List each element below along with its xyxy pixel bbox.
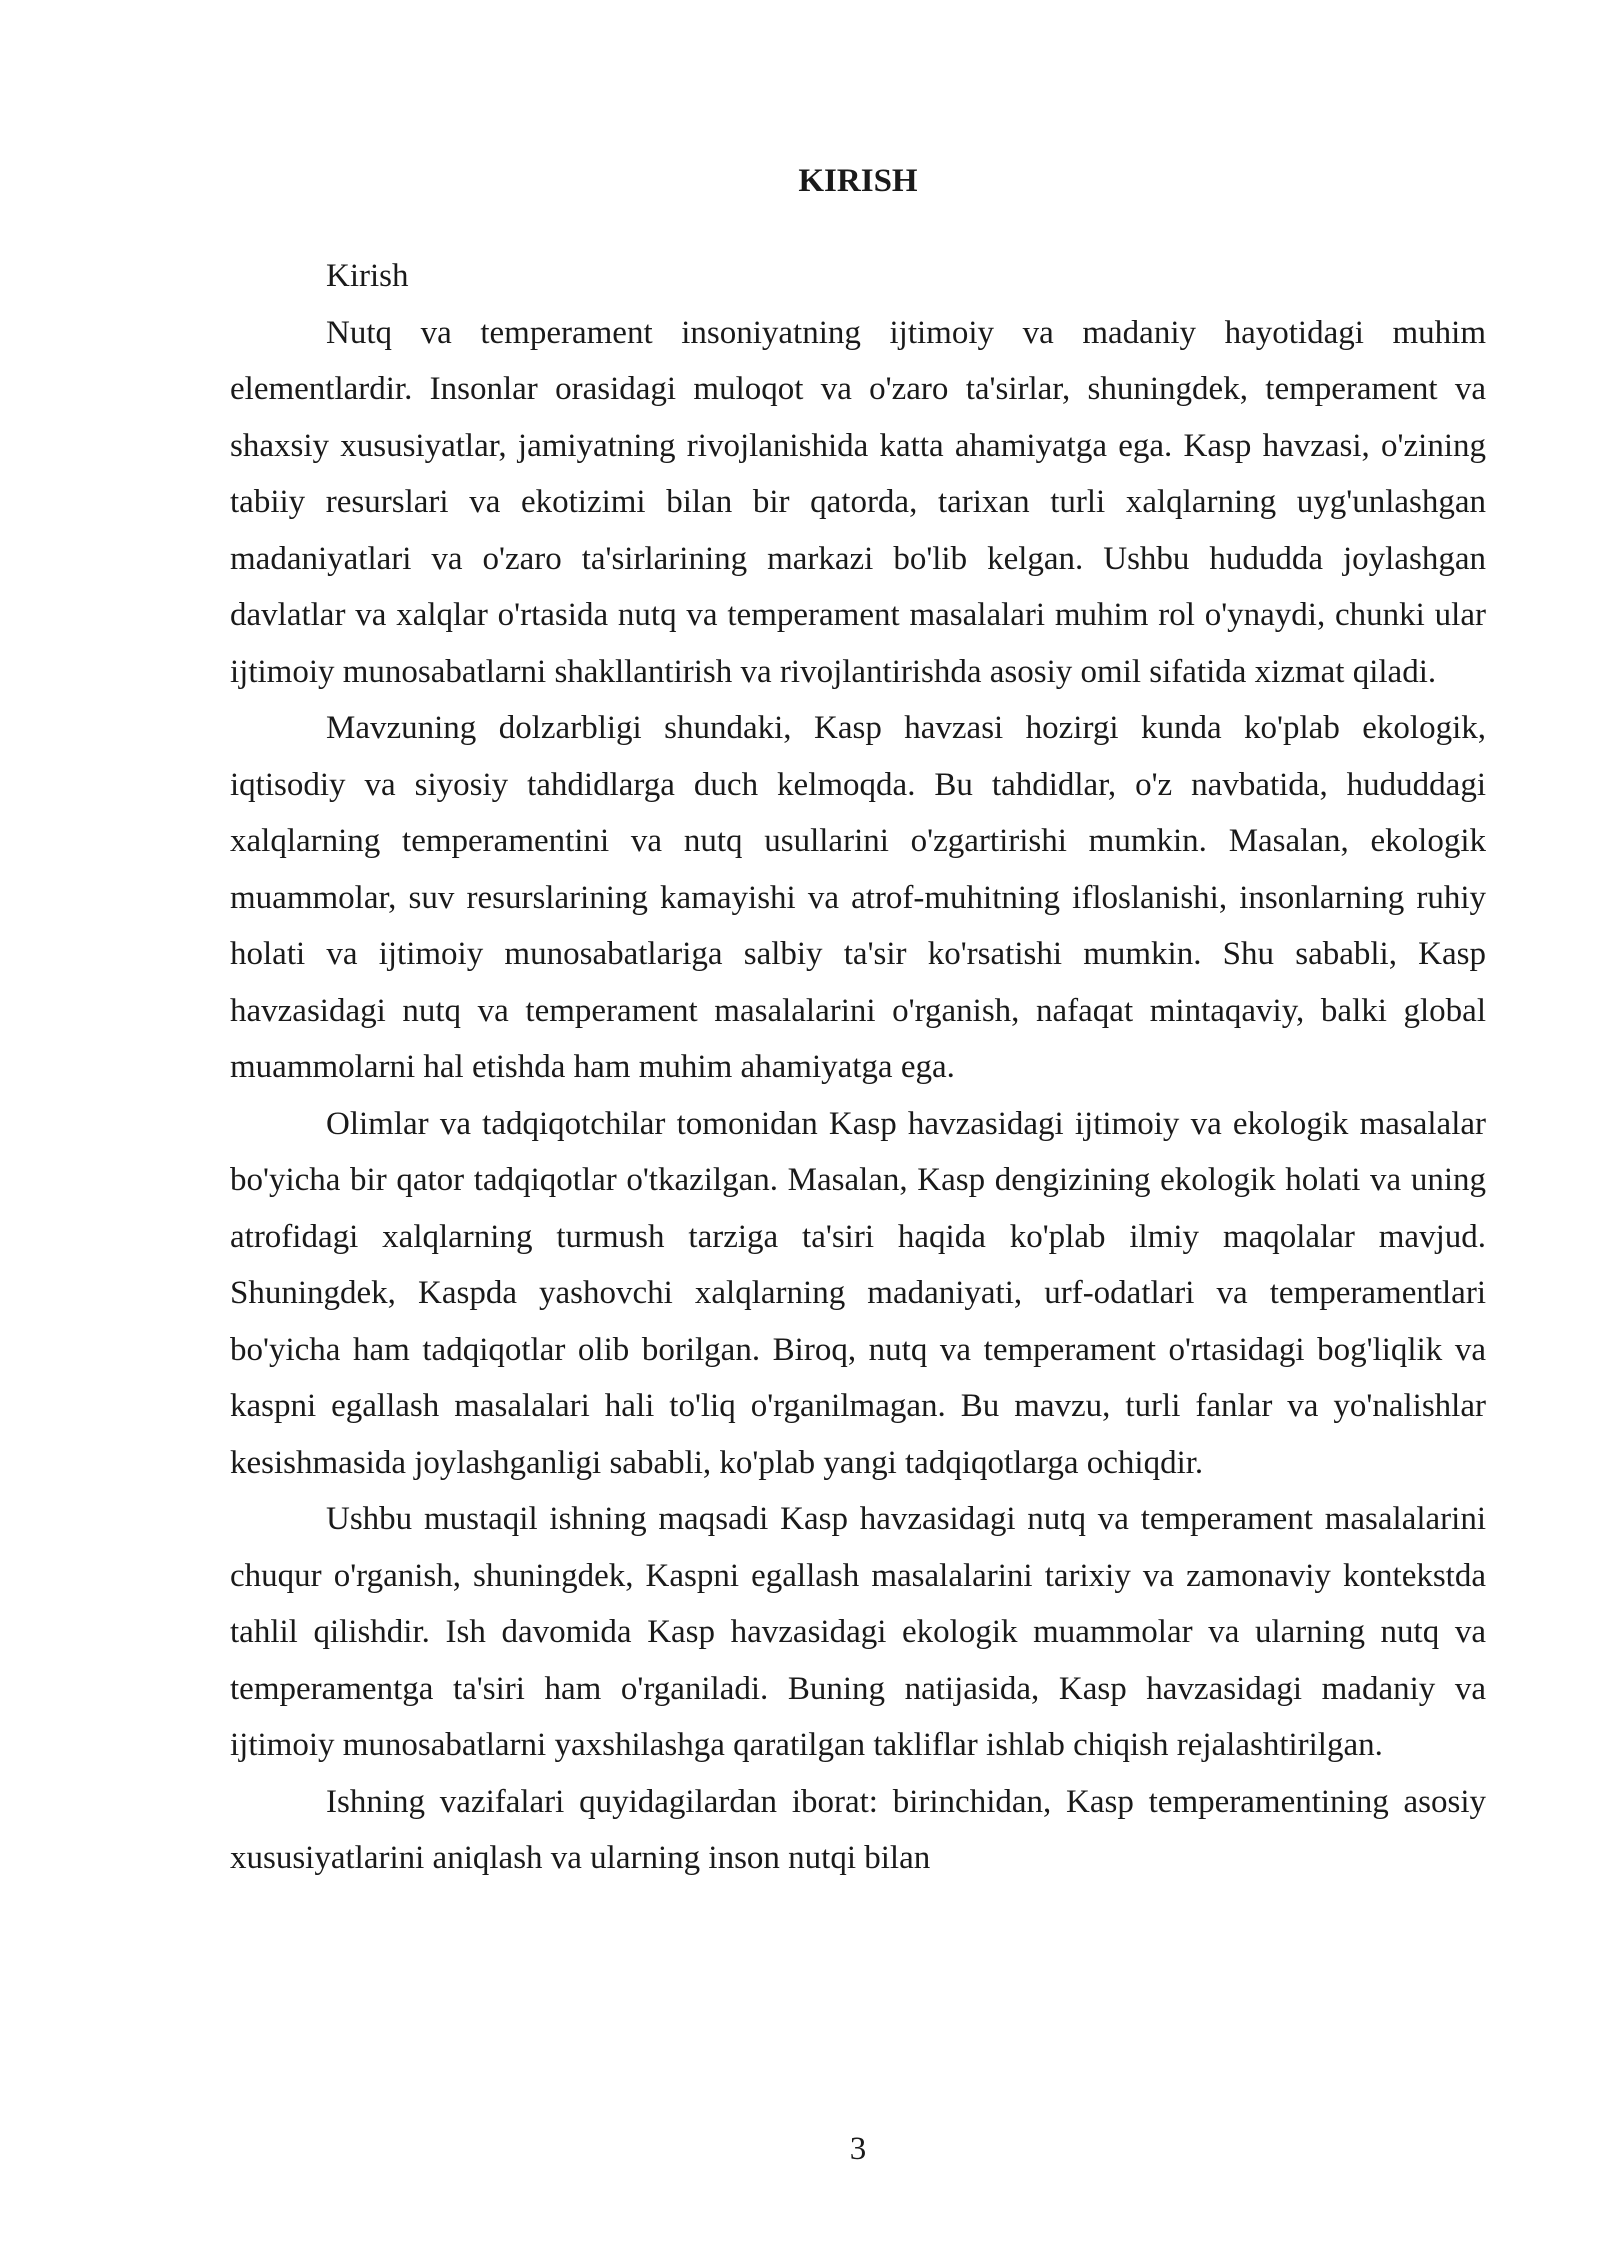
paragraph-1: Nutq va temperament insoniyatning ijtimoiy va madaniy hayotidagi muhim elementlardir. Insonlar orasidagi muloqot va o'zaro ta'sirlar, shuningdek, temperament va shaxsiy xususiyatlar, jamiyatning rivojlanishida katta ahamiyatga ega. Kasp havzasi, o'zining tabiiy resurslari va ekotizimi bilan bir qatorda, tarixan turli xalqlarning uyg'unlashgan madaniyatlari va o'zaro ta'sirlarining markazi bo'lib kelgan. Ushbu hududda joylashgan davlatlar va xalqlar o'rtasida nutq va temperament masalalari muhim rol o'ynaydi, chunki ular ijtimoiy munosabatlarni shakllantirish va rivojlantirishda asosiy omil sifatida xizmat qiladi. [230, 314, 1486, 690]
paragraph-2: Mavzuning dolzarbligi shundaki, Kasp havzasi hozirgi kunda ko'plab ekologik, iqtisodiy va siyosiy tahdidlarga duch kelmoqda. Bu tahdidlar, o'z navbatida, hududdagi xalqlarning temperamentini va nutq usullarini o'zgartirishi mumkin. Masalan, ekologik muammolar, suv resurslarining kamayishi va atrof-muhitning ifloslanishi, insonlarning ruhiy holati va ijtimoiy munosabatlariga salbiy ta'sir ko'rsatishi mumkin. Shu sababli, Kasp havzasidagi nutq va temperament masalalarini o'rganish, nafaqat mintaqaviy, balki global muammolarni hal etishda ham muhim ahamiyatga ega. [230, 710, 1486, 1085]
page-content [230, 162, 1486, 1887]
page-title: KIRISH [798, 163, 918, 199]
paragraph-5: Ishning vazifalari quyidagilardan iborat: birinchidan, Kasp temperamentining asosiy xususiyatlarini aniqlash va ularning inson nutqi bilan [230, 1783, 1486, 1876]
paragraph-4: Ushbu mustaqil ishning maqsadi Kasp havzasidagi nutq va temperament masalalarini chuqur o'rganish, shuningdek, Kaspni egallash masalalarini tarixiy va zamonaviy kontekstda tahlil qilishdir. Ish davomida Kasp havzasidagi ekologik muammolar va ularning nutq va temperamentga ta'siri ham o'rganiladi. Buning natijasida, Kasp havzasidagi madaniy va ijtimoiy munosabatlarni yaxshilashga qaratilgan takliflar ishlab chiqish rejalashtirilgan. [230, 1501, 1486, 1763]
section-subheading: Kirish [326, 258, 409, 294]
paragraph-3: Olimlar va tadqiqotchilar tomonidan Kasp havzasidagi ijtimoiy va ekologik masalalar bo'yicha bir qator tadqiqotlar o'tkazilgan. Masalan, Kasp dengizining ekologik holati va uning atrofidagi xalqlarning turmush tarziga ta'siri haqida ko'plab ilmiy maqolalar mavjud. Shuningdek, Kaspda yashovchi xalqlarning madaniyati, urf-odatlari va temperamentlari bo'yicha ham tadqiqotlar olib borilgan. Biroq, nutq va temperament o'rtasidagi bog'liqlik va kaspni egallash masalalari hali to'liq o'rganilmagan. Bu mavzu, turli fanlar va yo'nalishlar kesishmasida joylashganligi sababli, ko'plab yangi tadqiqotlarga ochiqdir. [230, 1105, 1486, 1481]
page-number: 3 [849, 2131, 867, 2167]
